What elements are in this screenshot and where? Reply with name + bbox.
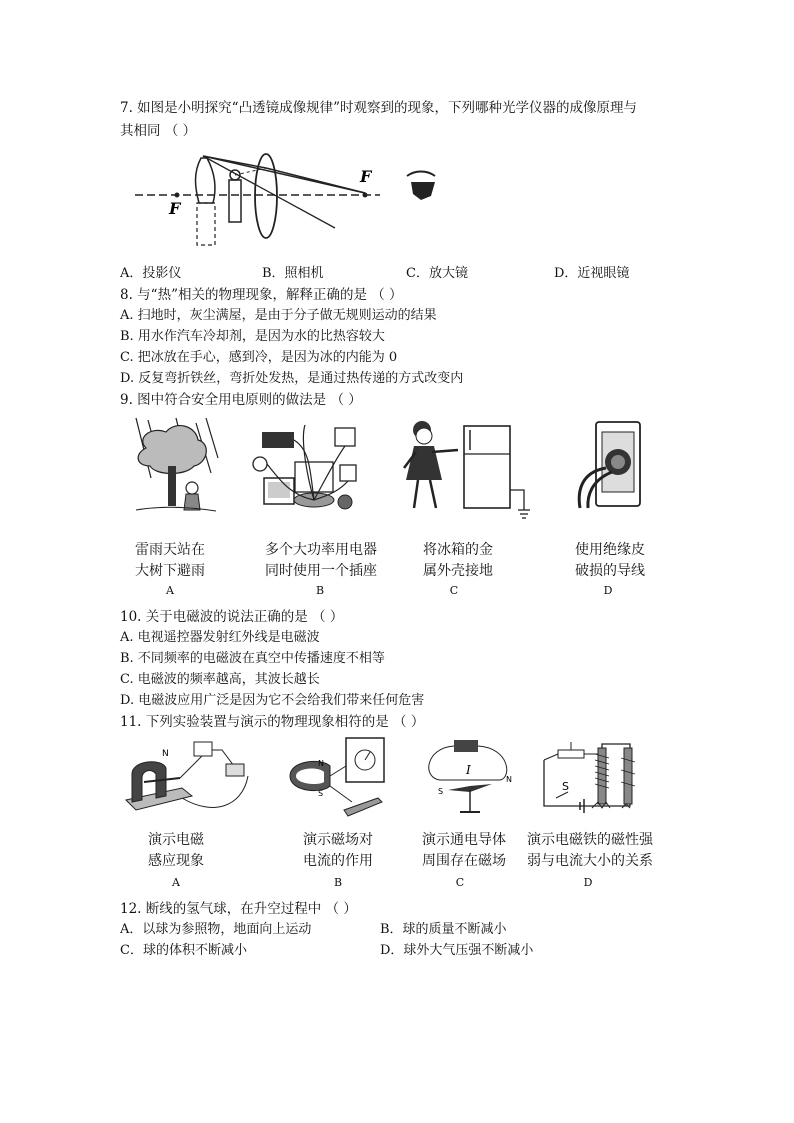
q8-option-d: D. 反复弯折铁丝，弯折处发热，是通过热传递的方式改变内 <box>120 371 464 386</box>
q7-option-d: D．近视眼镜 <box>554 266 630 281</box>
q11-stem: 11. 下列实验装置与演示的物理现象相符的是 （ ） <box>120 714 425 730</box>
q9-letter-a: A <box>166 584 174 597</box>
q8-option-c: C. 把冰放在手心，感到冷，是因为冰的内能为 0 <box>120 350 398 365</box>
q11-letter-d: D <box>583 876 593 889</box>
q9-letter-d: D <box>603 584 613 597</box>
q9-caption-b: 多个大功率用电器 同时使用一个插座 <box>265 542 377 579</box>
label-n-b: N <box>318 759 324 768</box>
q10-option-a: A. 电视遥控器发射红外线是电磁波 <box>120 630 320 645</box>
q11-figure-a-induction <box>122 738 252 818</box>
q9-caption-a: 雷雨天站在 大树下避雨 <box>135 542 205 579</box>
q12-option-a: A．以球为参照物，地面向上运动 <box>120 922 312 937</box>
q9-caption-d: 使用绝缘皮 破损的导线 <box>575 542 645 579</box>
q11-figure-d-electromagnet <box>540 736 652 822</box>
q10-option-c: C. 电磁波的频率越高，其波长越长 <box>120 672 320 687</box>
label-n-c: N <box>506 775 512 784</box>
label-n: N <box>162 749 169 759</box>
q7-option-c: C．放大镜 <box>406 266 468 281</box>
q11-figure-b-force-on-current <box>282 736 402 824</box>
q7-stem-line2: 其相同 （ ） <box>120 123 197 139</box>
q12-stem: 12. 断线的氢气球，在升空过程中 （ ） <box>120 901 357 917</box>
q12-option-d: D．球外大气压强不断减小 <box>380 943 534 958</box>
q11-letter-a: A <box>172 876 180 889</box>
q11-letter-b: B <box>333 876 343 889</box>
q9-figure-b-overloaded-socket <box>250 420 360 520</box>
q9-figure-a-tree-lightning <box>126 418 221 518</box>
q10-option-d: D. 电磁波应用广泛是因为它不会给我们带来任何危害 <box>120 693 425 708</box>
q9-letter-b: B <box>315 584 325 597</box>
q11-caption-b: 演示磁场对 电流的作用 <box>303 832 373 869</box>
q11-letter-c: C <box>455 876 465 889</box>
f-label-right: F <box>360 167 372 186</box>
label-i: I <box>466 763 471 777</box>
q8-option-b: B. 用水作汽车冷却剂，是因为水的比热容较大 <box>120 329 385 344</box>
q9-stem: 9. 图中符合安全用电原则的做法是 （ ） <box>120 392 362 408</box>
f-label-left: F <box>169 199 181 218</box>
q7-lens-figure <box>135 148 445 248</box>
label-switch: S <box>562 780 569 793</box>
q11-caption-c: 演示通电导体 周围存在磁场 <box>422 832 506 869</box>
q11-figure-c-oersted <box>420 738 520 818</box>
q11-caption-a: 演示电磁 感应现象 <box>148 832 204 869</box>
label-s-b: S <box>318 789 324 798</box>
q8-option-a: A. 扫地时，灰尘满屋，是由于分子做无规则运动的结果 <box>120 308 437 323</box>
q12-option-c: C．球的体积不断减小 <box>120 943 247 958</box>
q11-caption-d: 演示电磁铁的磁性强 弱与电流大小的关系 <box>527 832 653 869</box>
q9-figure-c-fridge-grounding <box>396 420 546 520</box>
q10-option-b: B. 不同频率的电磁波在真空中传播速度不相等 <box>120 651 385 666</box>
q8-stem: 8. 与“热”相关的物理现象，解释正确的是 （ ） <box>120 287 403 303</box>
q9-caption-c: 将冰箱的金 属外壳接地 <box>423 542 493 579</box>
label-s-c: S <box>438 787 444 796</box>
q12-option-b: B．球的质量不断减小 <box>380 922 507 937</box>
q10-stem: 10. 关于电磁波的说法正确的是 （ ） <box>120 609 344 625</box>
q7-option-b: B．照相机 <box>262 266 324 281</box>
q7-stem-line1: 7. 如图是小明探究“凸透镜成像规律”时观察到的现象，下列哪种光学仪器的成像原理与 <box>120 100 637 116</box>
q9-figure-d-damaged-wire <box>572 420 642 510</box>
q9-letter-c: C <box>449 584 459 597</box>
q7-option-a: A．投影仪 <box>120 266 182 281</box>
